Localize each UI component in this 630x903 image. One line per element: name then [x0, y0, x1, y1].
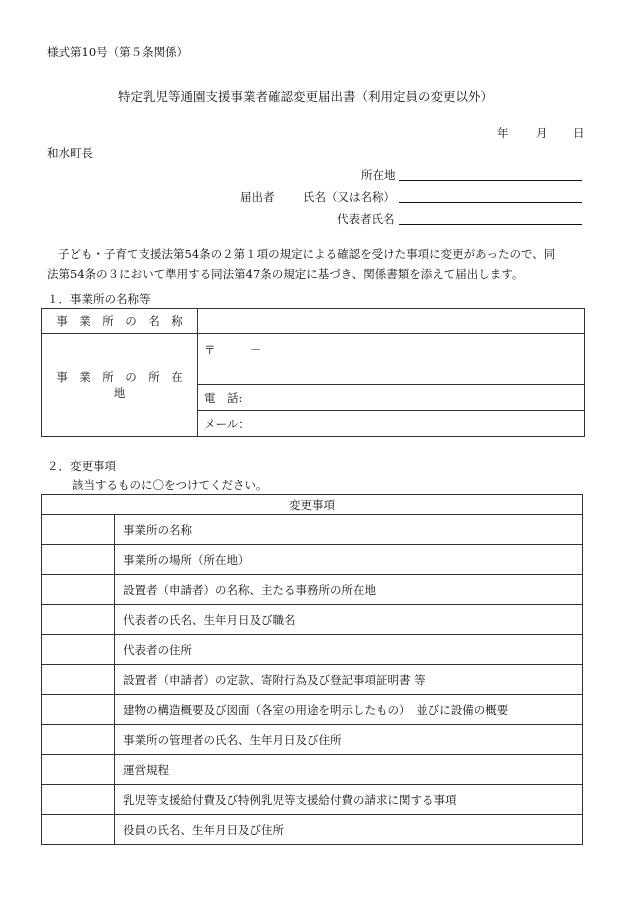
check-cell[interactable]	[42, 575, 115, 605]
table-row	[42, 695, 583, 725]
check-cell[interactable]	[42, 605, 115, 635]
name-line[interactable]	[399, 202, 582, 203]
table-row	[42, 665, 583, 695]
check-cell[interactable]	[42, 785, 115, 815]
date-month: 月	[536, 126, 548, 140]
addressee: 和水町長	[47, 146, 93, 160]
date-day: 日	[573, 126, 585, 140]
date-year: 年	[497, 126, 509, 140]
email-label: メール：	[204, 416, 250, 431]
facility-name-label: 事 業 所 の 名 称	[42, 309, 198, 334]
body-text-line1: 子ども・子育て支援法第54条の２第１項の規定による確認を受けた事項に変更があったので、同	[58, 247, 556, 261]
table-row	[42, 545, 583, 575]
check-cell[interactable]	[42, 665, 115, 695]
email-field[interactable]	[198, 411, 585, 437]
change-item-label: 設置者（申請者）の名称、主たる事務所の所在地	[115, 575, 583, 605]
phone-label: 電 話:	[204, 390, 243, 405]
change-item-label: 運営規程	[115, 755, 583, 785]
rep-label: 代表者氏名	[337, 212, 395, 226]
change-item-label: 代表者の住所	[115, 635, 583, 665]
check-cell[interactable]	[42, 725, 115, 755]
table-row	[42, 785, 583, 815]
change-item-label: 建物の構造概要及び図面（各室の用途を明示したもの） 並びに設備の概要	[115, 695, 583, 725]
facility-address-label: 事 業 所 の 所 在 地	[42, 334, 198, 437]
facility-name-field[interactable]	[198, 309, 585, 334]
change-item-label: 設置者（申請者）の定款、寄附行為及び登記事項証明書 等	[115, 665, 583, 695]
facility-table	[41, 308, 585, 437]
name-label: 氏名（又は名称）	[303, 190, 395, 204]
address-label: 所在地	[361, 168, 396, 182]
phone-field[interactable]	[198, 385, 585, 411]
section2-instruction: 該当するものに〇をつけてください。	[72, 478, 268, 492]
change-item-label: 事業所の名称	[115, 515, 583, 545]
change-item-label: 事業所の管理者の氏名、生年月日及び住所	[115, 725, 583, 755]
change-items-header: 変更事項	[42, 495, 583, 515]
form-title: 特定乳児等通園支援事業者確認変更届出書（利用定員の変更以外）	[118, 89, 494, 104]
change-item-label: 役員の氏名、生年月日及び住所	[115, 815, 583, 845]
check-cell[interactable]	[42, 545, 115, 575]
change-items-table	[41, 494, 583, 845]
table-row	[42, 725, 583, 755]
rep-line[interactable]	[399, 224, 582, 225]
postal-label: 〒 －	[204, 343, 262, 357]
check-cell[interactable]	[42, 695, 115, 725]
address-line[interactable]	[399, 180, 582, 181]
check-cell[interactable]	[42, 755, 115, 785]
table-row	[42, 635, 583, 665]
table-row	[42, 815, 583, 845]
table-row	[42, 755, 583, 785]
body-text-line2: 法第54条の３において準用する同法第47条の規定に基づき、関係書類を添えて届出します。	[47, 267, 524, 281]
table-row	[42, 515, 583, 545]
check-cell[interactable]	[42, 635, 115, 665]
check-cell[interactable]	[42, 515, 115, 545]
change-item-label: 乳児等支援給付費及び特例乳児等支援給付費の請求に関する事項	[115, 785, 583, 815]
change-item-label: 事業所の場所（所在地）	[115, 545, 583, 575]
postal-field[interactable]	[198, 334, 585, 385]
check-cell[interactable]	[42, 815, 115, 845]
section2-heading: ２．変更事項	[47, 459, 116, 473]
submitter-label: 届出者	[240, 190, 275, 204]
form-number: 様式第10号（第５条関係）	[47, 45, 189, 59]
table-row	[42, 605, 583, 635]
change-item-label: 代表者の氏名、生年月日及び職名	[115, 605, 583, 635]
section1-heading: １．事業所の名称等	[47, 292, 151, 306]
table-row	[42, 575, 583, 605]
